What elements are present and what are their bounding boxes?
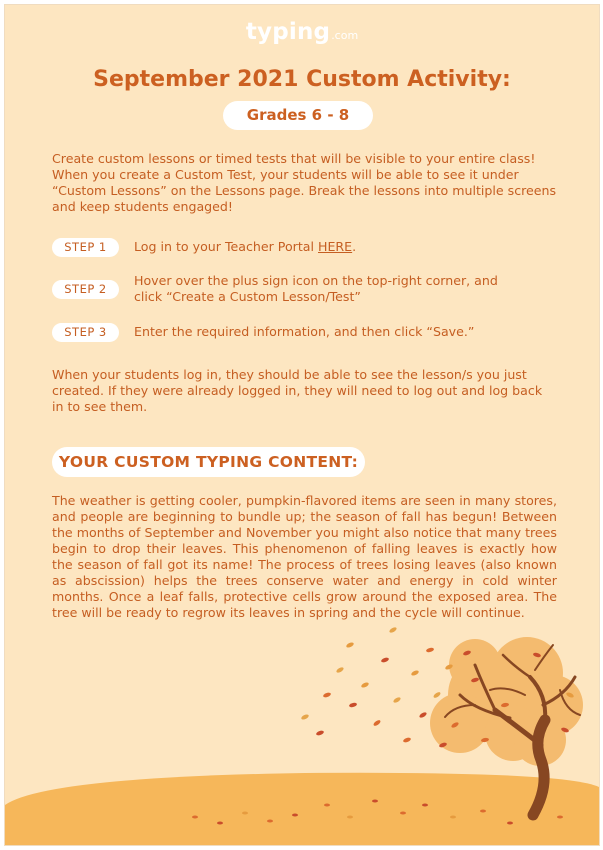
grades-badge: Grades 6 - 8 [223,101,373,130]
section-heading: YOUR CUSTOM TYPING CONTENT: [52,447,365,477]
step-2-badge: STEP 2 [52,280,119,299]
logo-domain-text: .com [331,29,359,42]
content-paragraph: The weather is getting cooler, pumpkin-flavored items are seen in many stores, and people are beginning to bundle up; the season of fall has begun! Between the months of September and November you might also notice that many trees begin to drop their leaves. This phenomenon of falling leaves is exactly how the season of fall got its name! The process of trees losing leaves (also known as abscission) helps the trees conserve water and energy in cold winter months. Once a leaf falls, protective cells grow around the exposed area. The tree will be ready to regrow its leaves in spring and the cycle will continue. [52,493,557,620]
logo-main-text: typing [245,19,331,45]
step-1-text-before: Log in to your Teacher Portal [134,239,318,254]
step-1-badge: STEP 1 [52,238,119,257]
activity-page [4,4,600,846]
page-title: September 2021 Custom Activity: [93,67,511,92]
step-2-text: Hover over the plus sign icon on the top-right corner, and click “Create a Custom Lesson/Test” [134,273,498,304]
autumn-scene-illustration [5,5,599,845]
teacher-portal-link[interactable]: HERE [318,239,353,254]
step-1-text-after: . [352,239,357,254]
tree-foliage [430,637,583,766]
intro-paragraph: Create custom lessons or timed tests that will be visible to your entire class! When you create a Custom Test, your students will be able to see it under “Custom Lessons” on the Lessons page. Break the lessons into multiple screens and keep students engaged! [52,151,557,214]
outro-paragraph: When your students log in, they should be able to see the lesson/s you just created. If they were already logged in, they will need to log out and log back in to see them. [52,367,543,414]
step-3-badge: STEP 3 [52,323,119,342]
ground-hill [5,773,599,845]
step-3-text: Enter the required information, and then click “Save.” [134,324,475,339]
